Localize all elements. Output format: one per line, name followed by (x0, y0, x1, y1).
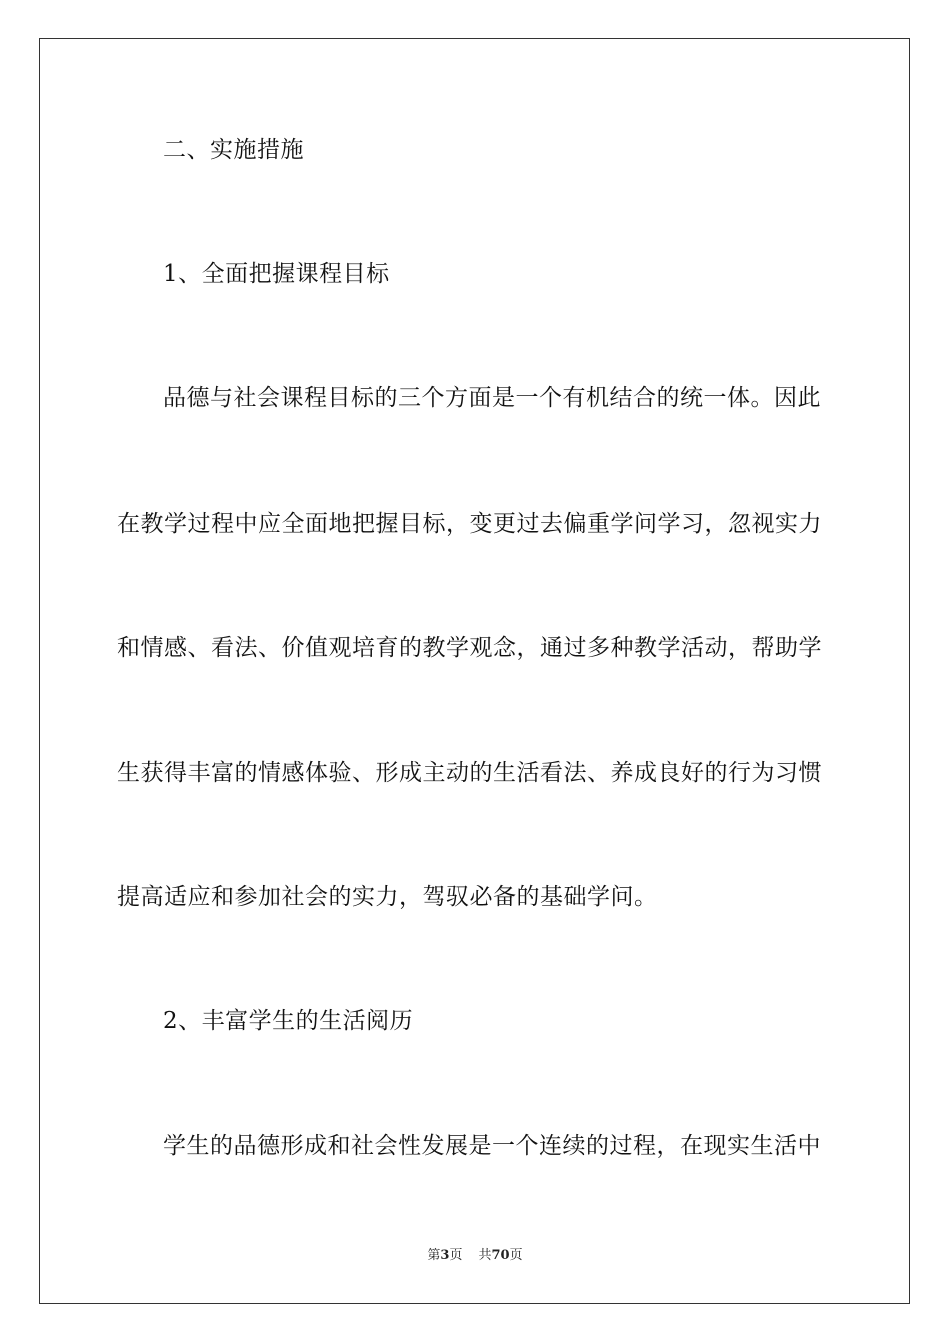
paragraph-1-line-2: 在教学过程中应全面地把握目标，变更过去偏重学问学习，忽视实力 (117, 511, 822, 537)
section-heading: 二、实施措施 (163, 137, 304, 163)
paragraph-1-line-4: 生获得丰富的情感体验、形成主动的生活看法、养成良好的行为习惯 (117, 760, 822, 786)
footer-total-suffix: 页 (509, 1248, 523, 1263)
page-footer (0, 1247, 950, 1265)
paragraph-1-line-1: 品德与社会课程目标的三个方面是一个有机结合的统一体。因此 (163, 385, 821, 411)
paragraph-1-line-3: 和情感、看法、价值观培育的教学观念，通过多种教学活动，帮助学 (117, 635, 822, 661)
subheading-1: 1、全面把握课程目标 (163, 261, 390, 287)
footer-page-prefix: 第 (427, 1248, 441, 1263)
paragraph-2-line-1: 学生的品德形成和社会性发展是一个连续的过程，在现实生活中 (163, 1133, 821, 1159)
footer-page-suffix: 页 (449, 1248, 463, 1263)
paragraph-1-line-5: 提高适应和参加社会的实力，驾驭必备的基础学问。 (117, 884, 658, 910)
footer-total-pages: 70 (491, 1248, 510, 1263)
subheading-2: 2、丰富学生的生活阅历 (163, 1008, 414, 1034)
page-border (39, 38, 910, 1304)
footer-total-prefix: 共 (478, 1248, 492, 1263)
footer-page-number: 3 (440, 1248, 450, 1263)
